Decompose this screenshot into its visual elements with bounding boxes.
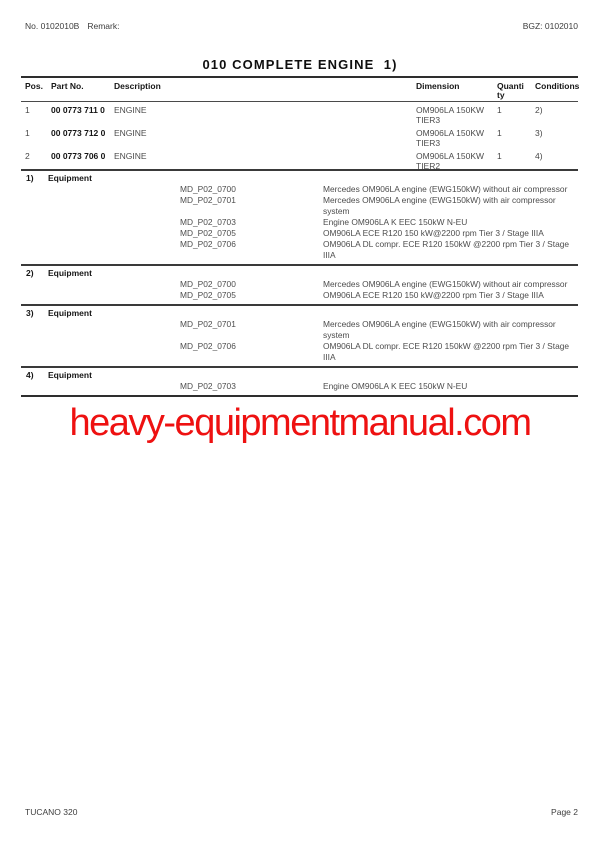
cell-part-no: 00 0773 706 0 xyxy=(51,151,106,161)
table-row xyxy=(21,102,578,125)
equipment-description: Mercedes OM906LA engine (EWG150kW) with air compressor system xyxy=(323,319,556,340)
section-ref: 1) xyxy=(26,173,34,183)
equipment-section-heading xyxy=(21,173,578,184)
section-title: Equipment xyxy=(48,308,92,318)
section-ref: 4) xyxy=(26,370,34,380)
equipment-section-heading xyxy=(21,308,578,319)
cell-description: ENGINE xyxy=(114,128,147,138)
cell-quantity: 1 xyxy=(497,151,502,161)
equipment-sections xyxy=(21,169,578,397)
equipment-item xyxy=(21,195,578,217)
cell-pos: 2 xyxy=(25,151,30,161)
equipment-code: MD_P02_0706 xyxy=(180,341,236,351)
equipment-code: MD_P02_0701 xyxy=(180,319,236,329)
col-header-description: Description xyxy=(114,81,161,91)
section-ref: 2) xyxy=(26,268,34,278)
cell-description: ENGINE xyxy=(114,151,147,161)
equipment-description: OM906LA ECE R120 150 kW@2200 rpm Tier 3 / Stage IIIA xyxy=(323,228,544,238)
bgz-number: BGZ: 0102010 xyxy=(522,21,578,31)
equipment-item xyxy=(21,184,578,195)
equipment-item xyxy=(21,228,578,239)
equipment-section-2 xyxy=(21,264,578,304)
parts-table-header-row xyxy=(21,78,578,102)
equipment-section-4 xyxy=(21,366,578,395)
cell-pos: 1 xyxy=(25,128,30,138)
col-header-dimension: Dimension xyxy=(416,81,460,91)
equipment-item xyxy=(21,239,578,261)
cell-quantity: 1 xyxy=(497,105,502,115)
equipment-description: OM906LA DL compr. ECE R120 150kW @2200 rpm Tier 3 / Stage IIIA xyxy=(323,341,570,362)
table-row xyxy=(21,148,578,171)
equipment-code: MD_P02_0703 xyxy=(180,381,236,391)
cell-dimension: OM906LA 150KW TIER3 xyxy=(416,105,485,125)
cell-dimension: OM906LA 150KW TIER2 xyxy=(416,151,485,171)
col-header-part-no: Part No. xyxy=(51,81,84,91)
equipment-description: Engine OM906LA K EEC 150kW N-EU xyxy=(323,381,468,391)
document-header-left xyxy=(25,21,119,31)
equipment-description: Engine OM906LA K EEC 150kW N-EU xyxy=(323,217,468,227)
table-row xyxy=(21,125,578,148)
footer-page-number: Page 2 xyxy=(551,807,578,817)
section-title: Equipment xyxy=(48,268,92,278)
cell-dimension: OM906LA 150KW TIER3 xyxy=(416,128,485,148)
cell-pos: 1 xyxy=(25,105,30,115)
equipment-description: Mercedes OM906LA engine (EWG150kW) without air compressor xyxy=(323,184,568,194)
col-header-quantity: Quanti ty xyxy=(497,81,524,100)
page-footer xyxy=(25,807,578,817)
equipment-section-3 xyxy=(21,304,578,366)
cell-description: ENGINE xyxy=(114,105,147,115)
equipment-item xyxy=(21,279,578,290)
cell-part-no: 00 0773 711 0 xyxy=(51,105,105,115)
equipment-section-heading xyxy=(21,370,578,381)
page-title: 010 COMPLETE ENGINE 1) xyxy=(202,57,398,72)
cell-conditions: 4) xyxy=(535,151,543,161)
equipment-description: Mercedes OM906LA engine (EWG150kW) without air compressor xyxy=(323,279,568,289)
cell-conditions: 2) xyxy=(535,105,543,115)
equipment-code: MD_P02_0706 xyxy=(180,239,236,249)
watermark: heavy-equipmentmanual.com xyxy=(69,402,531,444)
equipment-code: MD_P02_0705 xyxy=(180,228,236,238)
section-title: Equipment xyxy=(48,173,92,183)
equipment-description: OM906LA DL compr. ECE R120 150kW @2200 rpm Tier 3 / Stage IIIA xyxy=(323,239,570,260)
equipment-section-heading xyxy=(21,268,578,279)
equipment-section-1 xyxy=(21,169,578,264)
col-header-pos: Pos. xyxy=(25,81,43,91)
equipment-item xyxy=(21,217,578,228)
doc-number: No. 0102010B xyxy=(25,21,80,31)
equipment-code: MD_P02_0700 xyxy=(180,184,236,194)
remark-label: Remark: xyxy=(87,21,120,31)
cell-conditions: 3) xyxy=(535,128,543,138)
footer-model: TUCANO 320 xyxy=(25,807,78,817)
equipment-code: MD_P02_0700 xyxy=(180,279,236,289)
section-ref: 3) xyxy=(26,308,34,318)
equipment-item xyxy=(21,290,578,301)
equipment-description: OM906LA ECE R120 150 kW@2200 rpm Tier 3 / Stage IIIA xyxy=(323,290,544,300)
section-title: Equipment xyxy=(48,370,92,380)
equipment-code: MD_P02_0703 xyxy=(180,217,236,227)
equipment-item xyxy=(21,341,578,363)
equipment-code: MD_P02_0701 xyxy=(180,195,236,205)
equipment-item xyxy=(21,319,578,341)
cell-quantity: 1 xyxy=(497,128,502,138)
cell-part-no: 00 0773 712 0 xyxy=(51,128,106,138)
equipment-code: MD_P02_0705 xyxy=(180,290,236,300)
equipment-item xyxy=(21,381,578,392)
equipment-description: Mercedes OM906LA engine (EWG150kW) with air compressor system xyxy=(323,195,556,216)
parts-table xyxy=(21,76,578,171)
document-header xyxy=(25,21,578,31)
col-header-conditions: Conditions xyxy=(535,81,580,91)
